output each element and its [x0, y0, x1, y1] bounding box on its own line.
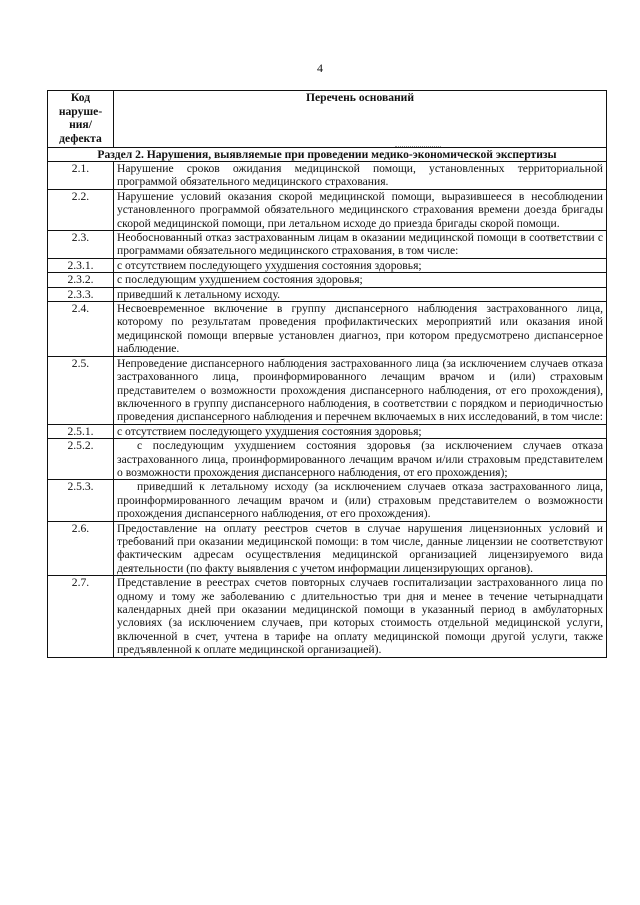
table-row — [48, 287, 607, 301]
table-row — [48, 424, 607, 438]
violation-description: Представление в реестрах счетов повторных случаев госпитализации застрахованного лица по одному и тому же заболеванию с длительностью три дня и менее в течение четырнадцати календарных дней при оказании медицинской помощи в указанный период в амбулаторных условиях (за исключением случаев, при которых стоимость отдельной медицинской услуги, включенной в счет, учтена в тарифе на оплату медицинской помощи другой услуги, также предъявленной к оплате медицинской организацией). — [114, 576, 607, 657]
table-row — [48, 258, 607, 272]
table-row — [48, 189, 607, 230]
table-row — [48, 356, 607, 424]
violation-code: 2.3.1. — [48, 258, 114, 272]
violation-code: 2.2. — [48, 189, 114, 230]
table-row — [48, 521, 607, 576]
header-code: Код наруше- ния/ дефекта — [48, 91, 114, 148]
table-row — [48, 576, 607, 657]
violation-code: 2.3.3. — [48, 287, 114, 301]
scan-artifact — [395, 143, 441, 147]
table-row — [48, 439, 607, 480]
violation-description: Непроведение диспансерного наблюдения застрахованного лица (за исключением случаев отказа застрахованного лица, проинформированного лечащим врачом и (или) страховым представителем о возможности прохождения диспансерного наблюдения, от его прохождения), включенного в группу диспансерного наблюдения, в соответствии с порядком и периодичностью проведения диспансерного наблюдения и перечнем включаемых в них исследований, в том числе: — [114, 356, 607, 424]
page-number: 4 — [317, 61, 323, 75]
violation-description: с отсутствием последующего ухудшения состояния здоровья; — [114, 258, 607, 272]
violation-description: Нарушение условий оказания скорой медицинской помощи, выразившееся в несоблюдении установленного программой обязательного медицинского страхования времени доезда бригады скорой медицинской помощи, при летальном исходе до приезда бригады скорой помощи. — [114, 189, 607, 230]
violation-description: с последующим ухудшением состояния здоровья; — [114, 273, 607, 287]
violation-code: 2.3.2. — [48, 273, 114, 287]
violation-description: с отсутствием последующего ухудшения состояния здоровья; — [114, 424, 607, 438]
section-row — [48, 148, 607, 162]
violation-description: с последующим ухудшением состояния здоровья (за исключением случаев отказа застрахованного лица, проинформированного лечащим врачом и/или страховым представителем о возможности прохождения диспансерного наблюдения, от его прохождения); — [114, 439, 607, 480]
violation-code: 2.1. — [48, 162, 114, 190]
table-row — [48, 480, 607, 521]
violation-description: приведший к летальному исходу. — [114, 287, 607, 301]
violation-code: 2.5.1. — [48, 424, 114, 438]
table-header-row — [48, 91, 607, 148]
violation-code: 2.3. — [48, 231, 114, 259]
violation-code: 2.4. — [48, 302, 114, 357]
header-title: Перечень оснований — [114, 91, 607, 148]
violation-description: Нарушение сроков ожидания медицинской помощи, установленных территориальной программой обязательного медицинского страхования. — [114, 162, 607, 190]
violations-table — [47, 90, 607, 658]
violation-code: 2.5.3. — [48, 480, 114, 521]
table-row — [48, 273, 607, 287]
table-row — [48, 162, 607, 190]
violation-description: Предоставление на оплату реестров счетов в случае нарушения лицензионных условий и требований при оказании медицинской помощи: в том числе, данные лицензии не соответствуют фактическим адресам осуществления медицинской организацией лицензируемого вида деятельности (по факту выявления с учетом информации лицензирующих органов). — [114, 521, 607, 576]
violation-code: 2.7. — [48, 576, 114, 657]
table-row — [48, 302, 607, 357]
violation-description: приведший к летальному исходу (за исключением случаев отказа застрахованного лица, проинформированного лечащим врачом и (или) страховым представителем о возможности прохождения диспансерного наблюдения, от его прохождения). — [114, 480, 607, 521]
violation-code: 2.5. — [48, 356, 114, 424]
section-title: Раздел 2. Нарушения, выявляемые при проведении медико-экономической экспертизы — [48, 148, 607, 162]
violation-description: Необоснованный отказ застрахованным лицам в оказании медицинской помощи в соответствии с программами обязательного медицинского страхования, в том числе: — [114, 231, 607, 259]
violation-code: 2.5.2. — [48, 439, 114, 480]
table-row — [48, 231, 607, 259]
violation-code: 2.6. — [48, 521, 114, 576]
violation-description: Несвоевременное включение в группу диспансерного наблюдения застрахованного лица, которому по результатам проведения профилактических мероприятий или оказания иной медицинской помощи впервые установлен диагноз, при котором предусмотрено диспансерное наблюдение. — [114, 302, 607, 357]
